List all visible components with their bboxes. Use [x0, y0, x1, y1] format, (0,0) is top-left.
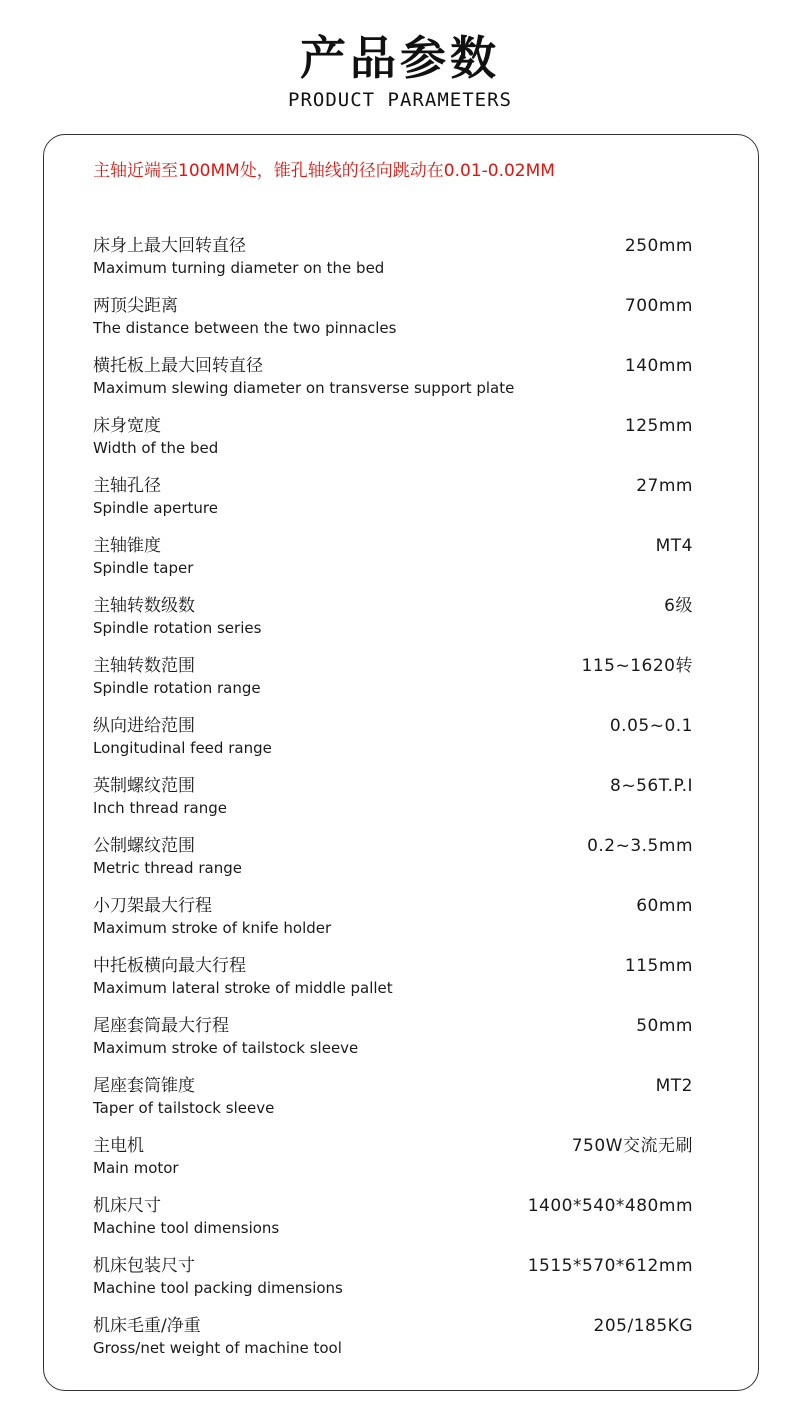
parameter-row	[93, 713, 693, 773]
parameter-name-cn: 主轴孔径	[93, 476, 161, 496]
parameter-row	[93, 953, 693, 1013]
parameter-row	[93, 1013, 693, 1073]
page-title: 产品参数	[300, 31, 500, 85]
parameter-name-en: Maximum stroke of knife holder	[93, 919, 332, 937]
parameter-row	[93, 1073, 693, 1133]
parameter-value: MT4	[655, 536, 693, 556]
parameter-value: 205/185KG	[593, 1316, 693, 1336]
parameter-name-en: Spindle aperture	[93, 499, 218, 517]
parameter-name-en: Longitudinal feed range	[93, 739, 272, 757]
parameter-name-cn: 两顶尖距离	[93, 296, 178, 316]
parameter-row	[93, 593, 693, 653]
parameter-row	[93, 1193, 693, 1253]
parameter-value: 0.05~0.1	[609, 716, 693, 736]
parameter-row	[93, 353, 693, 413]
spindle-runout-note: 主轴近端至100MM处，锥孔轴线的径向跳动在0.01-0.02MM	[93, 161, 555, 181]
parameter-row	[93, 1253, 693, 1313]
parameter-value: 1515*570*612mm	[527, 1256, 693, 1276]
page-subtitle: PRODUCT PARAMETERS	[288, 89, 512, 111]
parameter-name-en: Taper of tailstock sleeve	[93, 1099, 275, 1117]
parameter-row	[93, 293, 693, 353]
parameter-value: 27mm	[636, 476, 693, 496]
parameter-name-cn: 主轴转数级数	[93, 596, 195, 616]
parameter-name-en: Machine tool packing dimensions	[93, 1279, 343, 1297]
parameter-row	[93, 833, 693, 893]
parameter-name-en: Metric thread range	[93, 859, 242, 877]
parameter-name-en: Maximum stroke of tailstock sleeve	[93, 1039, 359, 1057]
parameter-value: 125mm	[624, 416, 693, 436]
parameter-name-en: Spindle taper	[93, 559, 194, 577]
parameter-value: 1400*540*480mm	[527, 1196, 693, 1216]
parameter-value: 115~1620转	[581, 656, 693, 676]
parameter-name-en: Maximum turning diameter on the bed	[93, 259, 385, 277]
parameter-value: 0.2~3.5mm	[587, 836, 693, 856]
parameter-row	[93, 233, 693, 293]
parameter-name-cn: 床身宽度	[93, 416, 161, 436]
parameters-list	[93, 233, 693, 1373]
parameter-row	[93, 413, 693, 473]
parameter-name-en: Inch thread range	[93, 799, 228, 817]
parameter-value: 60mm	[636, 896, 693, 916]
parameter-name-en: Gross/net weight of machine tool	[93, 1339, 342, 1357]
parameter-value: 8~56T.P.I	[610, 776, 693, 796]
parameter-value: MT2	[655, 1076, 693, 1096]
parameter-name-cn: 尾座套筒最大行程	[93, 1016, 229, 1036]
parameter-name-cn: 横托板上最大回转直径	[93, 356, 263, 376]
parameter-row	[93, 1313, 693, 1373]
parameter-name-cn: 机床尺寸	[93, 1196, 161, 1216]
parameter-value: 6级	[664, 596, 693, 616]
parameter-value: 50mm	[636, 1016, 693, 1036]
parameter-value: 140mm	[624, 356, 693, 376]
parameter-value: 700mm	[624, 296, 693, 316]
parameter-name-cn: 机床包装尺寸	[93, 1256, 195, 1276]
parameter-name-en: Maximum lateral stroke of middle pallet	[93, 979, 393, 997]
parameter-name-en: Spindle rotation range	[93, 679, 261, 697]
parameter-name-cn: 纵向进给范围	[93, 716, 195, 736]
parameter-name-en: Width of the bed	[93, 439, 219, 457]
parameter-name-cn: 公制螺纹范围	[93, 836, 195, 856]
parameter-name-cn: 英制螺纹范围	[93, 776, 195, 796]
parameter-name-cn: 主电机	[93, 1136, 144, 1156]
parameter-value: 750W交流无刷	[571, 1136, 693, 1156]
parameter-name-cn: 尾座套筒锥度	[93, 1076, 195, 1096]
parameter-name-en: Main motor	[93, 1159, 179, 1177]
parameter-name-en: The distance between the two pinnacles	[93, 319, 397, 337]
parameter-row	[93, 893, 693, 953]
parameter-row	[93, 473, 693, 533]
parameter-name-cn: 主轴转数范围	[93, 656, 195, 676]
parameter-name-en: Machine tool dimensions	[93, 1219, 280, 1237]
parameters-card	[43, 134, 759, 1391]
parameter-name-cn: 主轴锥度	[93, 536, 161, 556]
parameter-name-en: Maximum slewing diameter on transverse support plate	[93, 379, 515, 397]
parameter-value: 250mm	[624, 236, 693, 256]
parameter-row	[93, 773, 693, 833]
parameter-name-cn: 机床毛重/净重	[93, 1316, 201, 1336]
parameter-name-en: Spindle rotation series	[93, 619, 262, 637]
parameter-name-cn: 中托板横向最大行程	[93, 956, 246, 976]
parameter-value: 115mm	[624, 956, 693, 976]
parameter-name-cn: 床身上最大回转直径	[93, 236, 246, 256]
parameter-name-cn: 小刀架最大行程	[93, 896, 212, 916]
parameter-row	[93, 653, 693, 713]
parameter-row	[93, 1133, 693, 1193]
parameter-row	[93, 533, 693, 593]
